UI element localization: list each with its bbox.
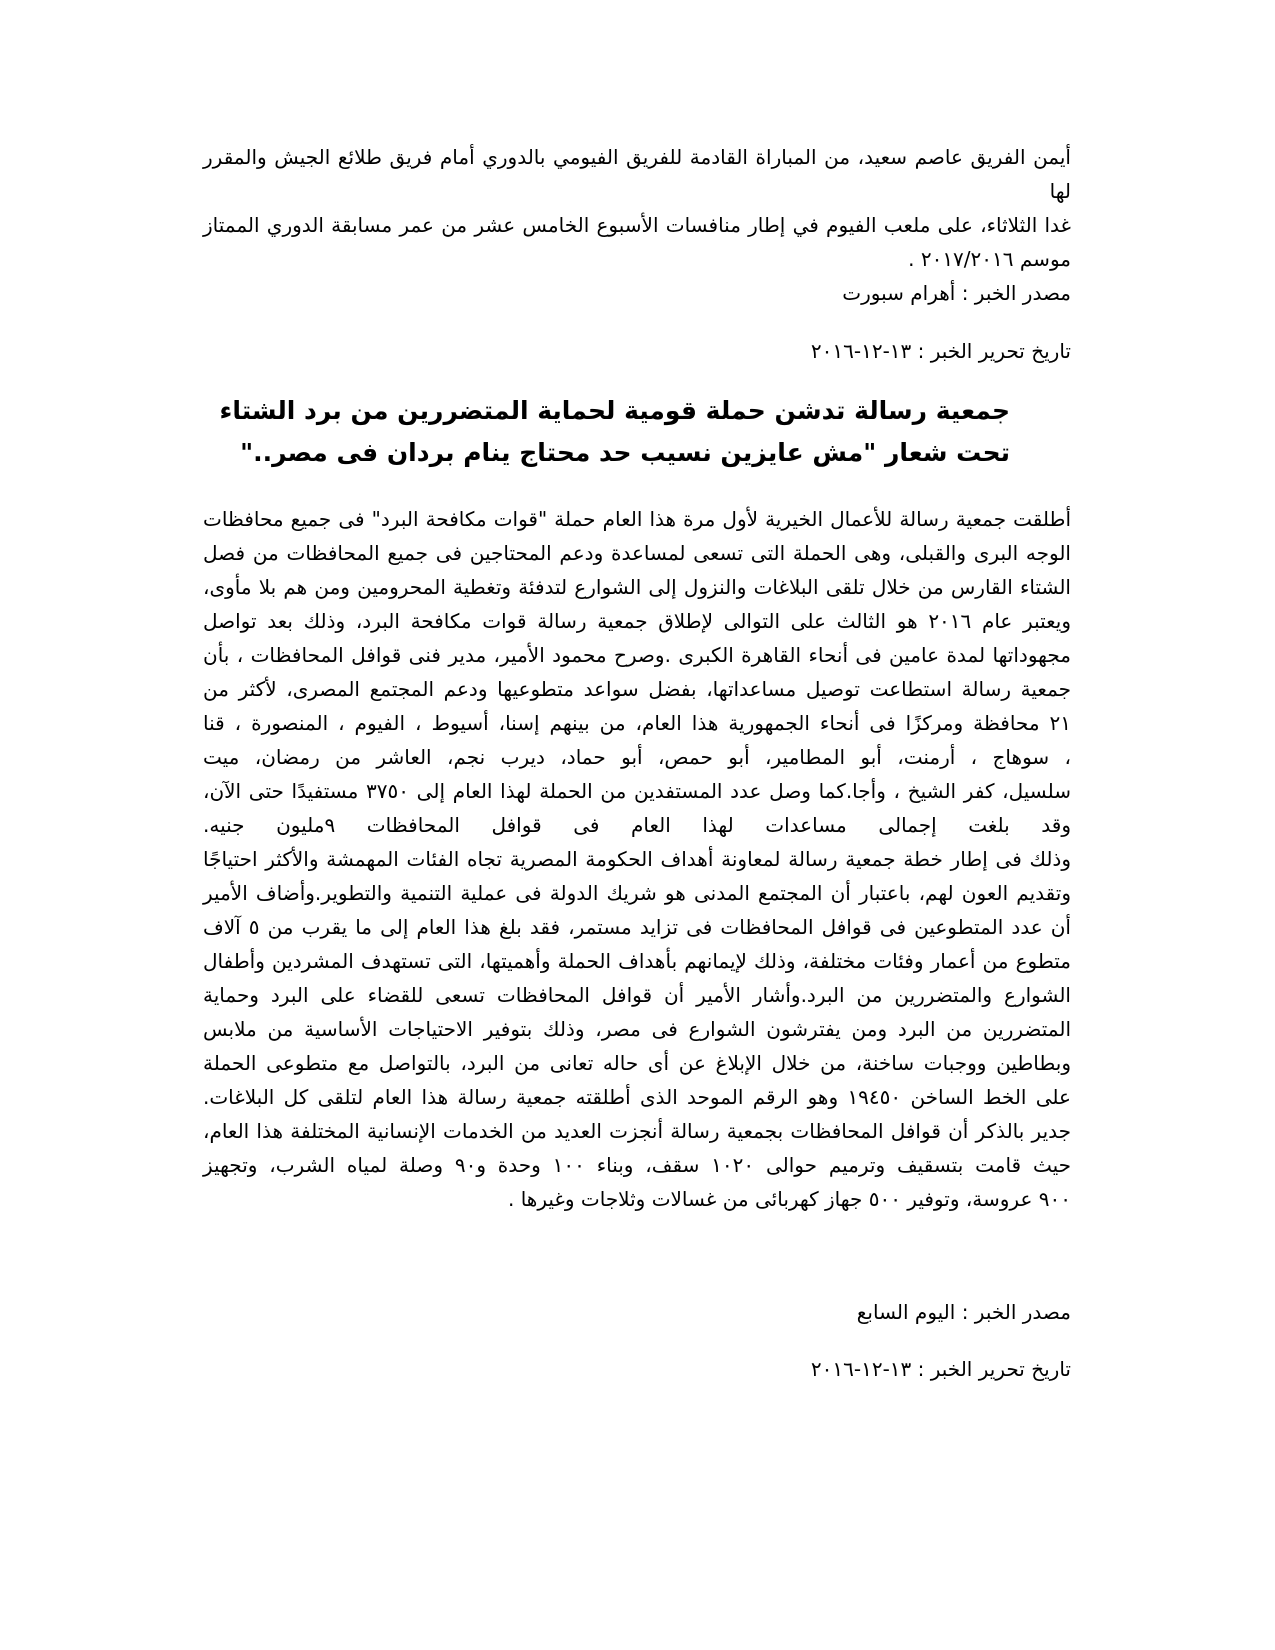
body-line-10: وقد بلغت إجمالى مساعدات لهذا العام فى قوافل المحافظات ٩مليون جنيه. — [203, 813, 1071, 837]
body-line-2: الوجه البرى والقبلى، وهى الحملة التى تسعى لمساعدة ودعم المحتاجين فى جميع المحافظات من فصل — [203, 541, 1071, 565]
body-line-5: مجهوداتها لمدة عامين فى أنحاء القاهرة الكبرى .وصرح محمود الأمير، مدير فنى قوافل المحافظات ، بأن — [203, 643, 1071, 667]
body-line-16: المتضررين من البرد ومن يفترشون الشوارع فى مصر، وذلك بتوفير الاحتياجات الأساسية من ملابس — [203, 1017, 1071, 1041]
body-line-7: ٢١ محافظة ومركزًا فى أنحاء الجمهورية هذا العام، من بينهم إسنا، أسيوط ، الفيوم ، المنصورة ، قنا — [203, 711, 1071, 735]
headline-line-2: تحت شعار "مش عايزين نسيب حد محتاج ينام بردان فى مصر.." — [240, 438, 1010, 467]
second-news-date: تاريخ تحرير الخبر : ١٣-١٢-٢٠١٦ — [810, 1357, 1071, 1381]
body-line-6: جمعية رسالة استطاعت توصيل مساعداتها، بفضل سواعد متطوعيها ودعم المجتمع المصرى، لأكثر من — [203, 677, 1071, 701]
body-line-13: أن عدد المتطوعين فى قوافل المحافظات فى تزايد مستمر، فقد بلغ هذا العام إلى ما يقرب من ٥ آلاف — [203, 915, 1071, 939]
body-line-14: متطوع من أعمار وفئات مختلفة، وذلك لإيمانهم بأهداف الحملة وأهميتها، التى تستهدف المشردين وأطفال — [203, 949, 1071, 973]
body-line-19: جدير بالذكر أن قوافل المحافظات بجمعية رسالة أنجزت العديد من الخدمات الإنسانية المختلفة هذا العام، — [203, 1119, 1071, 1143]
headline-line-1: جمعية رسالة تدشن حملة قومية لحماية المتضررين من برد الشتاء — [219, 396, 1010, 425]
body-line-9: سلسيل، كفر الشيخ ، وأجا.كما وصل عدد المستفدين من الحملة لهذا العام إلى ٣٧٥٠ مستفيدًا حتى الآن، — [203, 779, 1072, 803]
body-line-15: الشوارع والمتضررين من البرد.وأشار الأمير أن قوافل المحافظات تسعى للقضاء على البرد وحماية — [203, 983, 1071, 1007]
intro-line-1: أيمن الفريق عاصم سعيد، من المباراة القادمة للفريق الفيومي بالدوري أمام فريق طلائع الجيش والمقرر لها — [203, 145, 1071, 203]
body-line-4: ويعتبر عام ٢٠١٦ هو الثالث على التوالى لإطلاق جمعية رسالة قوات مكافحة البرد، وذلك بعد تواصل — [203, 609, 1072, 633]
body-line-1: أطلقت جمعية رسالة للأعمال الخيرية لأول مرة هذا العام حملة "قوات مكافحة البرد" فى جميع محافظات — [203, 507, 1071, 531]
intro-line-2: غدا الثلاثاء، على ملعب الفيوم في إطار منافسات الأسبوع الخامس عشر من عمر مسابقة الدوري الممتاز — [203, 213, 1071, 237]
body-line-8: ، سوهاج ، أرمنت، أبو المطامير، أبو حمص، أبو حماد، ديرب نجم، العاشر من رمضان، ميت — [203, 745, 1071, 769]
article-body — [203, 502, 1071, 1216]
body-line-12: وتقديم العون لهم، باعتبار أن المجتمع المدنى هو شريك الدولة فى عملية التنمية والتطوير.وأضاف الأمير — [203, 881, 1071, 905]
body-line-18: على الخط الساخن ١٩٤٥٠ وهو الرقم الموحد الذى أطلقته جمعية رسالة هذا العام لتلقى كل البلاغات. — [203, 1085, 1071, 1109]
first-news-source: مصدر الخبر : أهرام سبورت — [842, 281, 1071, 305]
body-line-21: ٩٠٠ عروسة، وتوفير ٥٠٠ جهاز كهربائى من غسالات وثلاجات وغيرها . — [508, 1187, 1071, 1211]
second-news-source: مصدر الخبر : اليوم السابع — [856, 1300, 1071, 1324]
body-line-3: الشتاء القارس من خلال تلقى البلاغات والنزول إلى الشوارع لتدفئة وتغطية المحرومين ومن هم بلا مأوى، — [203, 575, 1071, 599]
body-line-17: وبطاطين ووجبات ساخنة، من خلال الإبلاغ عن أى حاله تعانى من البرد، بالتواصل مع متطوعى الحملة — [203, 1051, 1071, 1075]
body-line-11: وذلك فى إطار خطة جمعية رسالة لمعاونة أهداف الحكومة المصرية تجاه الفئات المهمشة والأكثر احتياجًا — [203, 847, 1071, 871]
body-line-20: حيث قامت بتسقيف وترميم حوالى ١٠٢٠ سقف، وبناء ١٠٠ وحدة و٩٠ وصلة لمياه الشرب، وتجهيز — [203, 1153, 1071, 1177]
intro-line-3: موسم ٢٠١٧/٢٠١٦ . — [908, 247, 1071, 271]
first-news-date: تاريخ تحرير الخبر : ١٣-١٢-٢٠١٦ — [810, 339, 1071, 363]
intro-paragraph — [203, 140, 1071, 276]
